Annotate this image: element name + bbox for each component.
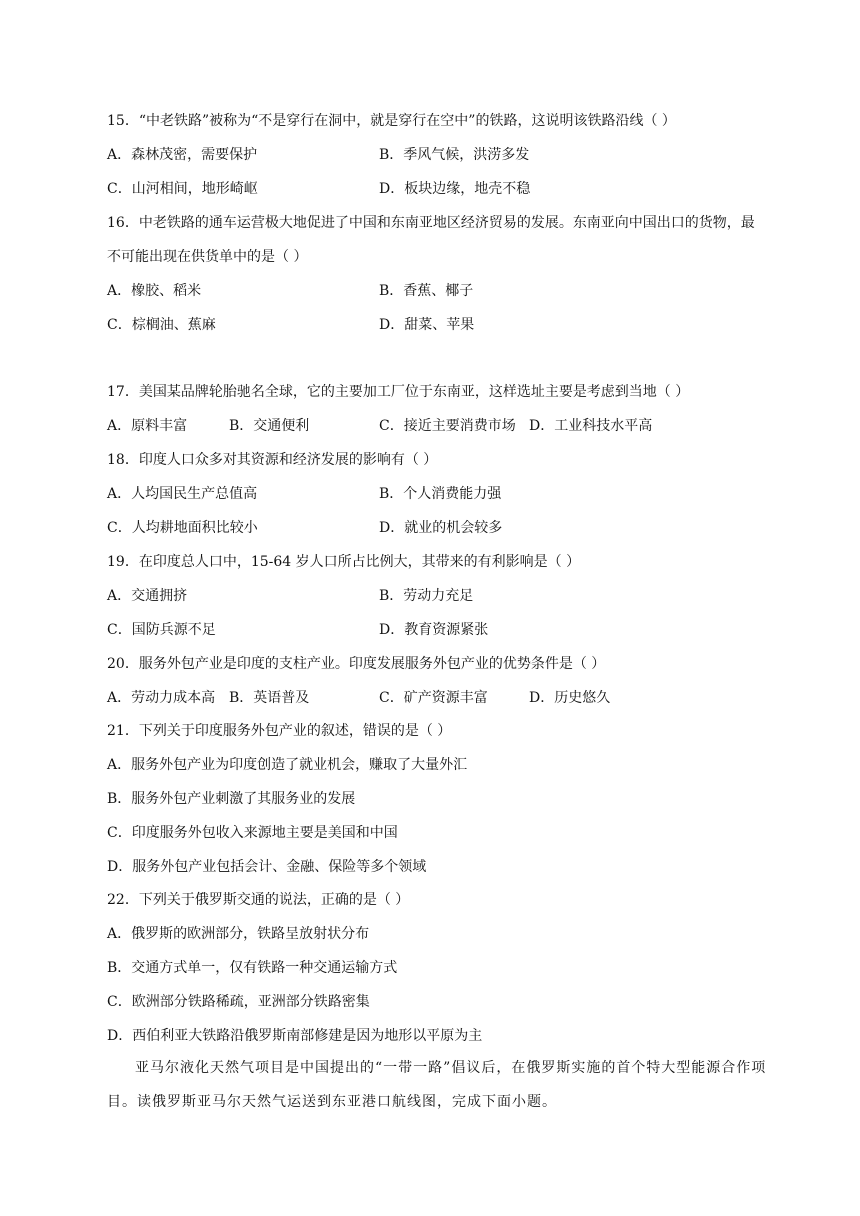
option-21c: C．印度服务外包收入来源地主要是美国和中国 bbox=[107, 825, 398, 841]
option-18d: D．就业的机会较多 bbox=[379, 520, 503, 536]
option-19d: D．教育资源紧张 bbox=[379, 622, 489, 638]
option-17d: D．工业科技水平高 bbox=[529, 418, 653, 434]
question-16-line1: 16．中老铁路的通车运营极大地促进了中国和东南亚地区经济贸易的发展。东南亚向中国出口的货物，最 bbox=[107, 215, 755, 231]
option-15b: B．季风气候，洪涝多发 bbox=[379, 147, 530, 163]
option-21a: A．服务外包产业为印度创造了就业机会，赚取了大量外汇 bbox=[107, 757, 468, 773]
option-15c: C．山河相间，地形崎岖 bbox=[107, 181, 258, 197]
reading-passage: 亚马尔液化天然气项目是中国提出的“一带一路”倡议后，在俄罗斯实施的首个特大型能源合作项目。读俄罗斯亚马尔天然气运送到东亚港口航线图，完成下面小题。 bbox=[107, 1060, 767, 1110]
option-15d: D．板块边缘，地壳不稳 bbox=[379, 181, 531, 197]
option-22c: C．欧洲部分铁路稀疏，亚洲部分铁路密集 bbox=[107, 994, 370, 1010]
question-19: 19．在印度总人口中，15-64 岁人口所占比例大，其带来的有利影响是（ ） bbox=[107, 554, 581, 570]
option-15a: A．森林茂密，需要保护 bbox=[107, 147, 258, 163]
option-22d: D．西伯利亚大铁路沿俄罗斯南部修建是因为地形以平原为主 bbox=[107, 1028, 483, 1044]
option-16c: C．棕榈油、蕉麻 bbox=[107, 317, 216, 333]
option-17b: B．交通便利 bbox=[229, 418, 310, 434]
option-16d: D．甜菜、苹果 bbox=[379, 317, 475, 333]
option-19a: A．交通拥挤 bbox=[107, 588, 188, 604]
option-19c: C．国防兵源不足 bbox=[107, 622, 216, 638]
option-16a: A．橡胶、稻米 bbox=[107, 283, 202, 299]
question-15: 15．“中老铁路”被称为“不是穿行在洞中，就是穿行在空中”的铁路，这说明该铁路沿线（ ） bbox=[107, 113, 676, 129]
option-22b: B．交通方式单一，仅有铁路一种交通运输方式 bbox=[107, 960, 398, 976]
question-22: 22．下列关于俄罗斯交通的说法，正确的是（ ） bbox=[107, 892, 410, 908]
option-22a: A．俄罗斯的欧洲部分，铁路呈放射状分布 bbox=[107, 926, 370, 942]
option-18c: C．人均耕地面积比较小 bbox=[107, 520, 258, 536]
option-16b: B．香蕉、椰子 bbox=[379, 283, 474, 299]
option-19b: B．劳动力充足 bbox=[379, 588, 474, 604]
question-16-line2: 不可能出现在供货单中的是（ ） bbox=[107, 249, 308, 265]
option-20a: A．劳动力成本高 bbox=[107, 690, 216, 706]
option-21d: D．服务外包产业包括会计、金融、保险等多个领域 bbox=[107, 859, 427, 875]
option-20b: B．英语普及 bbox=[229, 690, 310, 706]
question-18: 18．印度人口众多对其资源和经济发展的影响有（ ） bbox=[107, 452, 438, 468]
option-17c: C．接近主要消费市场 bbox=[379, 418, 516, 434]
question-21: 21．下列关于印度服务外包产业的叙述，错误的是（ ） bbox=[107, 723, 452, 739]
option-18a: A．人均国民生产总值高 bbox=[107, 486, 258, 502]
option-18b: B．个人消费能力强 bbox=[379, 486, 502, 502]
option-20d: D．历史悠久 bbox=[529, 690, 611, 706]
option-20c: C．矿产资源丰富 bbox=[379, 690, 488, 706]
question-20: 20．服务外包产业是印度的支柱产业。印度发展服务外包产业的优势条件是（ ） bbox=[107, 656, 606, 672]
option-17a: A．原料丰富 bbox=[107, 418, 188, 434]
option-21b: B．服务外包产业刺激了其服务业的发展 bbox=[107, 791, 356, 807]
question-17: 17．美国某品牌轮胎驰名全球，它的主要加工厂位于东南亚，这样选址主要是考虑到当地（ ） bbox=[107, 384, 690, 400]
